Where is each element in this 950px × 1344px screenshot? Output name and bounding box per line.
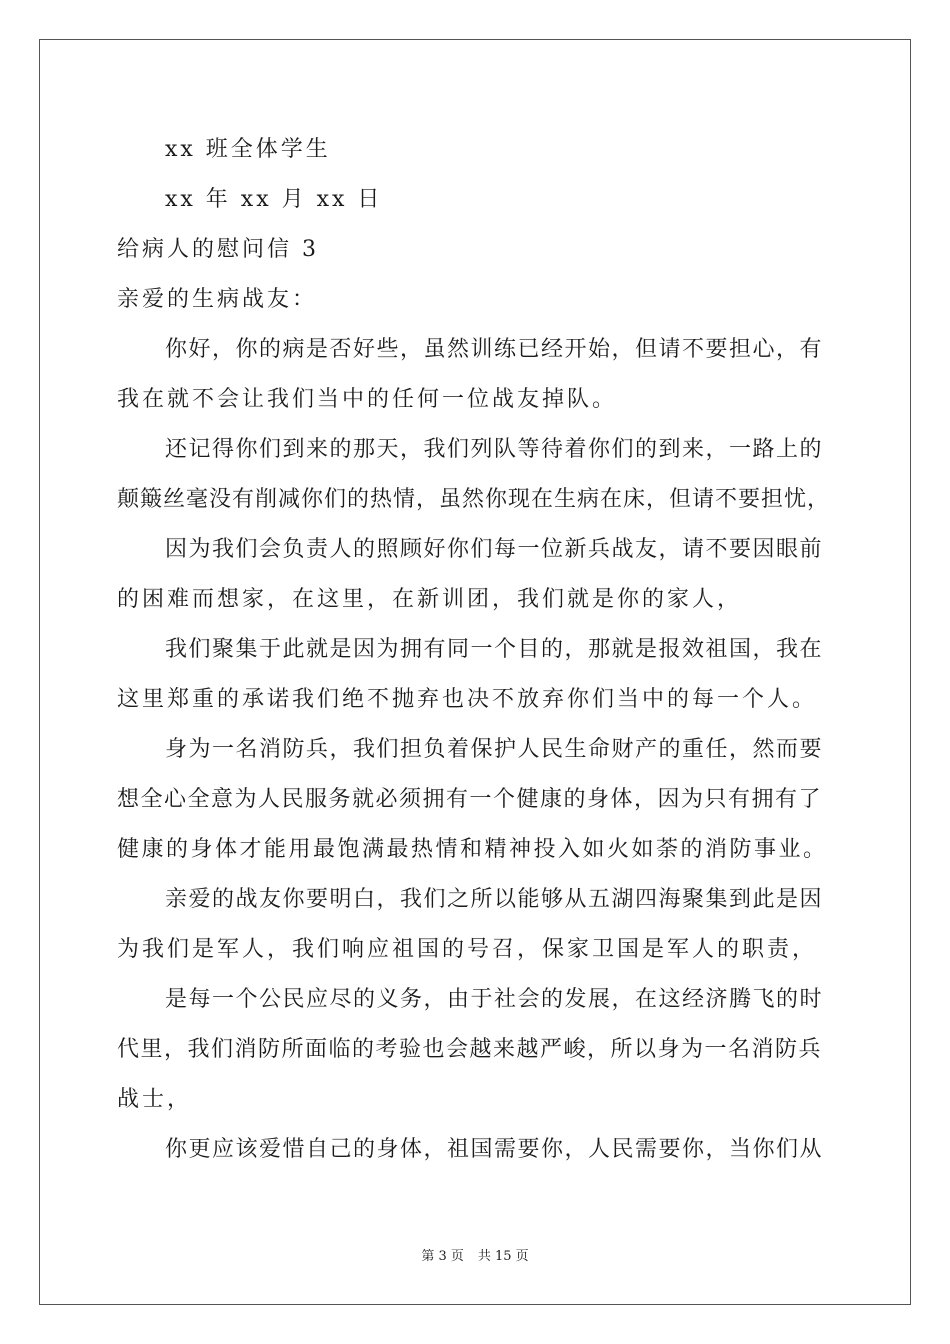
paragraph-line: 因为我们会负责人的照顾好你们每一位新兵战友，请不要因眼前 — [165, 537, 824, 562]
date-line: xx 年 xx 月 xx 日 — [165, 187, 383, 212]
paragraph-line: 这里郑重的承诺我们绝不抛弃也决不放弃你们当中的每一个人。 — [117, 687, 818, 712]
paragraph-line: 还记得你们到来的那天，我们列队等待着你们的到来，一路上的 — [165, 437, 824, 462]
paragraph-line: 我在就不会让我们当中的任何一位战友掉队。 — [117, 387, 618, 412]
signature-line: xx 班全体学生 — [165, 137, 331, 162]
paragraph-line: 你好，你的病是否好些，虽然训练已经开始，但请不要担心，有 — [165, 337, 824, 362]
paragraph-line: 亲爱的战友你要明白，我们之所以能够从五湖四海聚集到此是因 — [165, 887, 824, 912]
paragraph-line: 身为一名消防兵，我们担负着保护人民生命财产的重任，然而要 — [165, 737, 824, 762]
paragraph-line: 想全心全意为人民服务就必须拥有一个健康的身体，因为只有拥有了 — [117, 787, 823, 812]
paragraph-line: 颠簸丝毫没有削减你们的热情，虽然你现在生病在床，但请不要担忧， — [117, 487, 831, 512]
salutation: 亲爱的生病战友： — [117, 287, 318, 312]
page-footer — [0, 1248, 950, 1266]
paragraph-line: 为我们是军人，我们响应祖国的号召，保家卫国是军人的职责， — [117, 937, 818, 962]
paragraph-line: 是每一个公民应尽的义务，由于社会的发展，在这经济腾飞的时 — [165, 987, 824, 1012]
total-pages-label: 共 15 页 — [477, 1249, 529, 1264]
page-border — [39, 39, 911, 1305]
paragraph-line: 你更应该爱惜自己的身体，祖国需要你，人民需要你，当你们从 — [165, 1137, 824, 1162]
current-page-label: 第 3 页 — [421, 1249, 464, 1264]
letter-title: 给病人的慰问信 3 — [117, 237, 319, 262]
paragraph-line: 代里，我们消防所面临的考验也会越来越严峻，所以身为一名消防兵 — [117, 1037, 823, 1062]
paragraph-line: 战士， — [117, 1087, 193, 1112]
paragraph-line: 我们聚集于此就是因为拥有同一个目的，那就是报效祖国，我在 — [165, 637, 824, 662]
paragraph-line: 健康的身体才能用最饱满最热情和精神投入如火如荼的消防事业。 — [117, 837, 828, 862]
paragraph-line: 的困难而想家，在这里，在新训团，我们就是你的家人， — [117, 587, 743, 612]
